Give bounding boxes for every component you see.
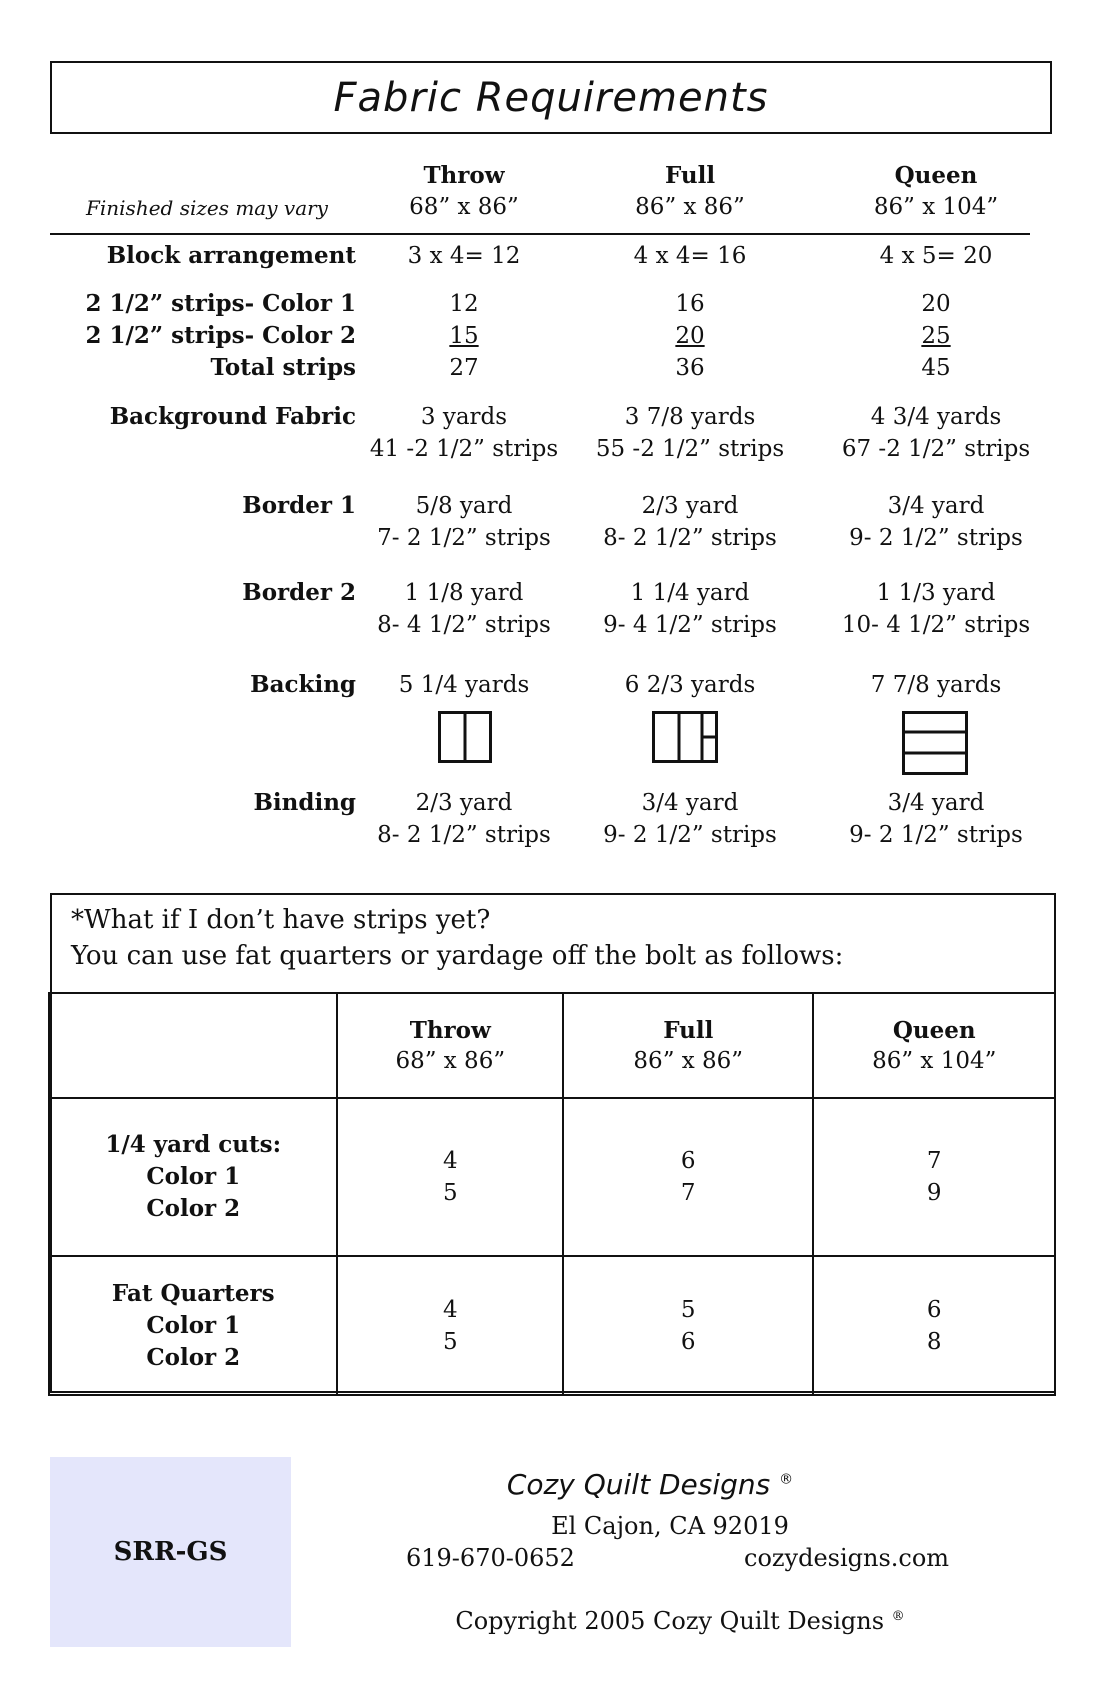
- table-row: [49, 1256, 1055, 1395]
- quarter-yard-throw: 4 5: [337, 1098, 563, 1256]
- quarter-yard-queen: 7 9: [813, 1098, 1055, 1256]
- table-corner-cell: [49, 993, 337, 1098]
- quarter-yard-full: 6 7: [563, 1098, 813, 1256]
- binding-full: 3/4 yard: [641, 790, 739, 816]
- row-label-block: Block arrangement: [106, 242, 356, 269]
- phone-number: 619-670-0652: [406, 1544, 575, 1572]
- pattern-code-box: [50, 1457, 291, 1647]
- block-throw: 3 x 4= 12: [407, 243, 521, 269]
- backing-diagram-queen-icon: [902, 711, 968, 775]
- page-title: Fabric Requirements: [333, 74, 769, 121]
- color2-throw: 15: [449, 323, 479, 349]
- binding-queen: 3/4 yard: [887, 790, 985, 816]
- title-box: [50, 61, 1052, 134]
- column-header-throw: Throw 68” x 86”: [409, 162, 519, 220]
- total-queen: 45: [921, 355, 951, 381]
- border1-full: 2/3 yard: [641, 493, 739, 519]
- copyright: Copyright 2005 Cozy Quilt Designs ®: [455, 1607, 905, 1635]
- brand-name: Cozy Quilt Designs ®: [506, 1468, 794, 1501]
- background-strips-queen: 67 -2 1/2” strips: [841, 436, 1031, 462]
- row-label-binding: Binding: [253, 789, 356, 816]
- background-full: 3 7/8 yards: [624, 404, 756, 430]
- address: El Cajon, CA 92019: [551, 1512, 789, 1540]
- background-queen: 4 3/4 yards: [870, 404, 1002, 430]
- fat-quarters-queen: 6 8: [813, 1256, 1055, 1395]
- table-row: [49, 1098, 1055, 1256]
- block-queen: 4 x 5= 20: [879, 243, 993, 269]
- column-header-queen: Queen 86” x 104”: [873, 162, 999, 220]
- border1-strips-full: 8- 2 1/2” strips: [603, 525, 777, 551]
- table-header-row: [49, 993, 1055, 1098]
- row-label-backing: Backing: [250, 671, 356, 698]
- fat-quarters-full: 5 6: [563, 1256, 813, 1395]
- border1-queen: 3/4 yard: [887, 493, 985, 519]
- border2-strips-throw: 8- 4 1/2” strips: [377, 612, 551, 638]
- color1-full: 16: [675, 291, 705, 317]
- fat-quarter-table: [48, 992, 1056, 1396]
- border1-throw: 5/8 yard: [415, 493, 513, 519]
- column-header-full: Full 86” x 86”: [635, 162, 745, 220]
- sizes-note: Finished sizes may vary: [86, 196, 328, 220]
- strips-answer-text: You can use fat quarters or yardage off the bolt as follows:: [71, 941, 844, 971]
- row-label-total: Total strips: [210, 354, 356, 381]
- row-label-border2: Border 2: [242, 579, 356, 606]
- row-label-color2: 2 1/2” strips- Color 2: [85, 322, 356, 349]
- border1-strips-queen: 9- 2 1/2” strips: [849, 525, 1023, 551]
- background-strips-full: 55 -2 1/2” strips: [595, 436, 785, 462]
- table-header-queen: Queen 86” x 104”: [813, 993, 1055, 1098]
- border2-throw: 1 1/8 yard: [404, 580, 524, 606]
- binding-throw: 2/3 yard: [415, 790, 513, 816]
- total-throw: 27: [449, 355, 479, 381]
- quarter-yard-label-cell: 1/4 yard cuts: Color 1 Color 2: [49, 1098, 337, 1256]
- border2-strips-queen: 10- 4 1/2” strips: [841, 612, 1031, 638]
- block-full: 4 x 4= 16: [633, 243, 747, 269]
- binding-strips-full: 9- 2 1/2” strips: [603, 822, 777, 848]
- border2-queen: 1 1/3 yard: [876, 580, 996, 606]
- fat-quarters-label-cell: Fat Quarters Color 1 Color 2: [49, 1256, 337, 1395]
- backing-diagram-throw-icon: [438, 711, 492, 763]
- total-full: 36: [675, 355, 705, 381]
- color2-full: 20: [675, 323, 705, 349]
- color2-queen: 25: [921, 323, 951, 349]
- binding-strips-queen: 9- 2 1/2” strips: [849, 822, 1023, 848]
- row-label-background: Background Fabric: [109, 403, 356, 430]
- color1-queen: 20: [921, 291, 951, 317]
- background-throw: 3 yards: [420, 404, 508, 430]
- header-divider: [50, 233, 1030, 235]
- backing-throw: 5 1/4 yards: [398, 672, 530, 698]
- fat-quarters-throw: 4 5: [337, 1256, 563, 1395]
- website-link[interactable]: cozydesigns.com: [744, 1544, 950, 1572]
- border2-full: 1 1/4 yard: [630, 580, 750, 606]
- background-strips-throw: 41 -2 1/2” strips: [369, 436, 559, 462]
- strips-question: [71, 902, 843, 974]
- backing-queen: 7 7/8 yards: [870, 672, 1002, 698]
- table-header-throw: Throw 68” x 86”: [337, 993, 563, 1098]
- color1-throw: 12: [449, 291, 479, 317]
- row-label-border1: Border 1: [242, 492, 356, 519]
- backing-full: 6 2/3 yards: [624, 672, 756, 698]
- pattern-code: SRR-GS: [113, 1537, 228, 1567]
- backing-diagram-full-icon: [652, 711, 718, 763]
- binding-strips-throw: 8- 2 1/2” strips: [377, 822, 551, 848]
- border2-strips-full: 9- 4 1/2” strips: [603, 612, 777, 638]
- table-header-full: Full 86” x 86”: [563, 993, 813, 1098]
- row-label-color1: 2 1/2” strips- Color 1: [85, 290, 356, 317]
- border1-strips-throw: 7- 2 1/2” strips: [377, 525, 551, 551]
- strips-question-text: *What if I don’t have strips yet?: [71, 905, 491, 935]
